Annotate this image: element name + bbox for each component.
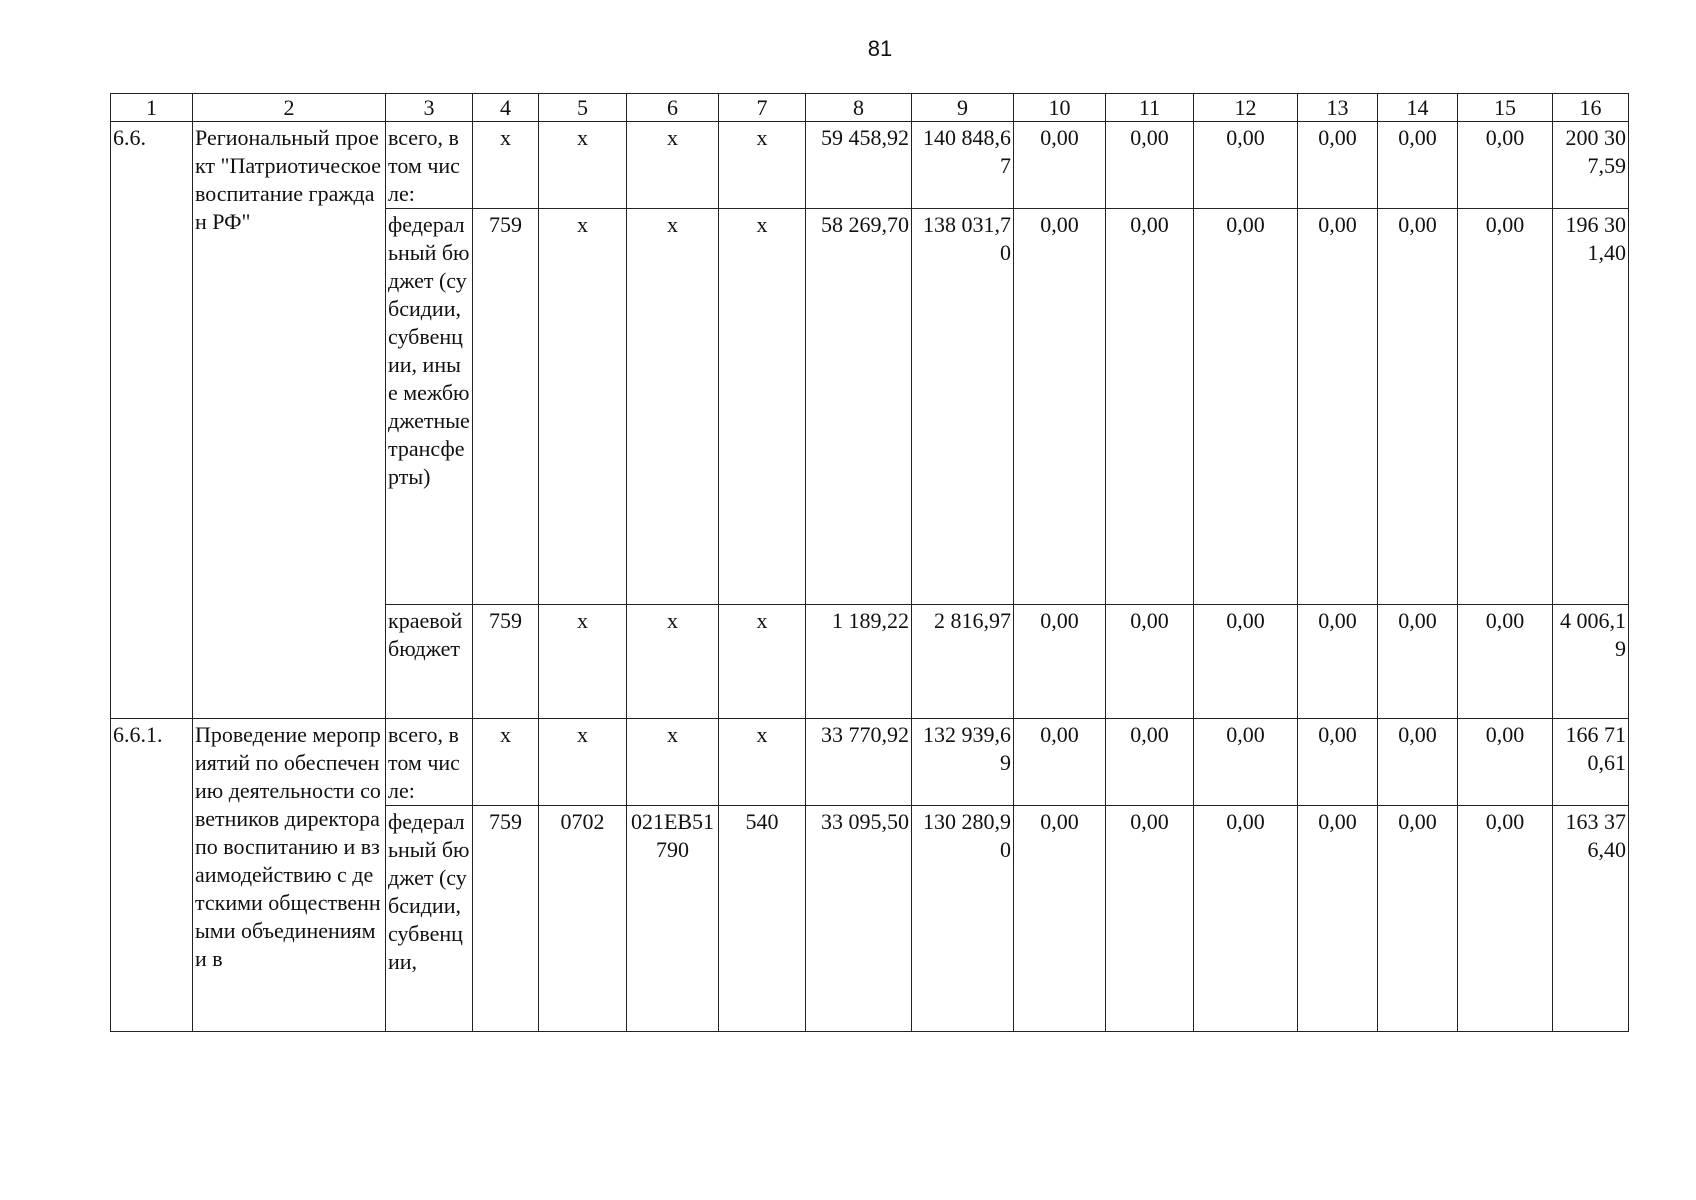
cell-c5: х [539,122,627,209]
cell-c8: 1 189,22 [806,605,912,719]
column-number: 10 [1014,94,1106,122]
cell-c8: 33 095,50 [806,806,912,1032]
column-number: 5 [539,94,627,122]
cell-c4: х [473,122,539,209]
cell-c6: х [627,605,719,719]
cell-c11: 0,00 [1106,122,1194,209]
cell-c9: 130 280,90 [912,806,1014,1032]
cell-c8: 33 770,92 [806,719,912,806]
cell-c14: 0,00 [1378,806,1458,1032]
column-number: 13 [1298,94,1378,122]
cell-c8: 58 269,70 [806,209,912,605]
cell-c10: 0,00 [1014,209,1106,605]
cell-c16: 4 006,19 [1553,605,1629,719]
cell-c13: 0,00 [1298,719,1378,806]
cell-c12: 0,00 [1194,605,1298,719]
cell-c8: 59 458,92 [806,122,912,209]
funding-source: краевой бюджет [386,605,473,719]
cell-c6: х [627,719,719,806]
cell-c7: 540 [719,806,806,1032]
cell-c10: 0,00 [1014,605,1106,719]
cell-c5: х [539,719,627,806]
cell-c12: 0,00 [1194,719,1298,806]
cell-c12: 0,00 [1194,209,1298,605]
cell-c9: 138 031,70 [912,209,1014,605]
cell-c14: 0,00 [1378,719,1458,806]
table-row [111,122,1629,209]
cell-c14: 0,00 [1378,209,1458,605]
page-number: 81 [867,36,893,61]
column-number: 8 [806,94,912,122]
column-number: 11 [1106,94,1194,122]
cell-c7: х [719,122,806,209]
cell-c7: х [719,719,806,806]
column-number: 4 [473,94,539,122]
cell-c5: 0702 [539,806,627,1032]
cell-c6: х [627,209,719,605]
cell-c11: 0,00 [1106,806,1194,1032]
budget-table [110,93,1629,1032]
section-number: 6.6. [111,122,193,719]
column-number: 12 [1194,94,1298,122]
cell-c15: 0,00 [1458,605,1553,719]
cell-c6: 021ЕВ51790 [627,806,719,1032]
cell-c10: 0,00 [1014,122,1106,209]
column-number: 2 [193,94,386,122]
funding-source: всего, в том числе: [386,122,473,209]
cell-c15: 0,00 [1458,806,1553,1032]
table-row [111,719,1629,806]
cell-c4: 759 [473,209,539,605]
cell-c4: х [473,719,539,806]
cell-c13: 0,00 [1298,605,1378,719]
cell-c4: 759 [473,806,539,1032]
column-number: 7 [719,94,806,122]
cell-c15: 0,00 [1458,122,1553,209]
column-number: 14 [1378,94,1458,122]
cell-c12: 0,00 [1194,122,1298,209]
column-number: 15 [1458,94,1553,122]
cell-c11: 0,00 [1106,719,1194,806]
cell-c13: 0,00 [1298,806,1378,1032]
cell-c6: х [627,122,719,209]
column-number: 3 [386,94,473,122]
column-number: 9 [912,94,1014,122]
cell-c12: 0,00 [1194,806,1298,1032]
cell-c7: х [719,209,806,605]
cell-c9: 132 939,69 [912,719,1014,806]
cell-c4: 759 [473,605,539,719]
cell-c9: 2 816,97 [912,605,1014,719]
cell-c13: 0,00 [1298,122,1378,209]
cell-c5: х [539,209,627,605]
cell-c15: 0,00 [1458,209,1553,605]
funding-source: федеральный бюджет (субсидии, субвенции, иные межбюджетные трансферты) [386,209,473,605]
section-name: Региональный проект "Патриотическое воспитание граждан РФ" [193,122,386,719]
funding-source: федеральный бюджет (субсидии, субвенции, [386,806,473,1032]
cell-c16: 200 307,59 [1553,122,1629,209]
cell-c14: 0,00 [1378,605,1458,719]
cell-c14: 0,00 [1378,122,1458,209]
cell-c7: х [719,605,806,719]
cell-c13: 0,00 [1298,209,1378,605]
cell-c11: 0,00 [1106,209,1194,605]
cell-c16: 196 301,40 [1553,209,1629,605]
cell-c16: 166 710,61 [1553,719,1629,806]
cell-c9: 140 848,67 [912,122,1014,209]
cell-c16: 163 376,40 [1553,806,1629,1032]
column-number-row [111,94,1629,122]
column-number: 1 [111,94,193,122]
cell-c15: 0,00 [1458,719,1553,806]
cell-c5: х [539,605,627,719]
section-number: 6.6.1. [111,719,193,1032]
column-number: 16 [1553,94,1629,122]
cell-c10: 0,00 [1014,719,1106,806]
funding-source: всего, в том числе: [386,719,473,806]
section-name: Проведение мероприятий по обеспечению деятельности советников директора по воспитанию и взаимодействию с детскими общественными объединениями в [193,719,386,1032]
cell-c10: 0,00 [1014,806,1106,1032]
cell-c11: 0,00 [1106,605,1194,719]
column-number: 6 [627,94,719,122]
